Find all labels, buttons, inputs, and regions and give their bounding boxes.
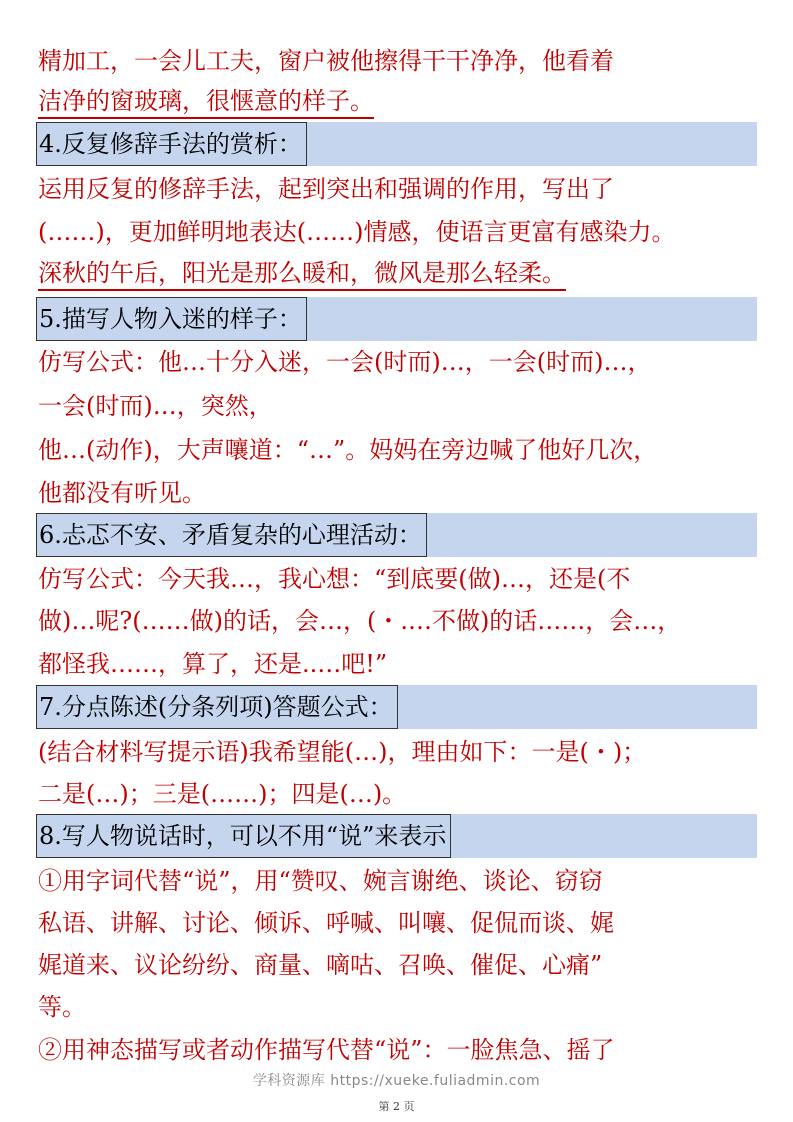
section-heading-band bbox=[36, 685, 757, 729]
section-heading-band bbox=[36, 122, 757, 166]
text-line: 私语、讲解、讨论、倾诉、呼喊、叫嚷、促侃而谈、娓 bbox=[38, 909, 614, 937]
text-line: 一会(时而)…，突然， bbox=[38, 392, 273, 420]
section-heading-6: 6.忐忑不安、矛盾复杂的心理活动： bbox=[36, 513, 427, 557]
underlined-text-line: 深秋的午后，阳光是那么暖和，微风是那么轻柔。 bbox=[38, 257, 566, 291]
text-line: 他都没有听见。 bbox=[38, 479, 206, 507]
section-heading-band bbox=[36, 297, 757, 341]
section-heading-4: 4.反复修辞手法的赏析： bbox=[36, 122, 307, 166]
section-heading-8: 8.写人物说话时，可以不用“说”来表示 bbox=[36, 814, 451, 858]
text-line: 仿写公式：今天我…，我心想：“到底要(做)…，还是(不 bbox=[38, 565, 631, 593]
text-line: (结合材料写提示语)我希望能(…)，理由如下：一是(・)； bbox=[38, 738, 647, 766]
section-heading-band bbox=[36, 814, 757, 858]
underlined-text-line: 洁净的窗玻璃，很惬意的样子。 bbox=[38, 85, 374, 119]
text-line: 二是(…)；三是(……)；四是(…)。 bbox=[38, 780, 407, 808]
text-line: (……)，更加鲜明地表达(……)情感，使语言更富有感染力。 bbox=[38, 218, 676, 246]
section-heading-band bbox=[36, 513, 757, 557]
section-heading-7: 7.分点陈述(分条列项)答题公式： bbox=[36, 685, 398, 729]
text-line: ①用字词代替“说”，用“赞叹、婉言谢绝、谈论、窃窃 bbox=[38, 867, 603, 895]
text-line: 运用反复的修辞手法，起到突出和强调的作用，写出了 bbox=[38, 175, 614, 203]
text-line: 他…(动作)，大声嚷道：“…”。妈妈在旁边喊了他好几次， bbox=[38, 436, 658, 464]
footer-site-url: 学科资源库 https://xueke.fuliadmin.com bbox=[252, 1073, 541, 1089]
text-line: 精加工，一会儿工夫，窗户被他擦得干干净净，他看着 bbox=[38, 47, 614, 75]
text-line: 仿写公式：他…十分入迷，一会(时而)…，一会(时而)…， bbox=[38, 348, 652, 376]
section-heading-5: 5.描写人物入迷的样子： bbox=[36, 297, 307, 341]
text-line: ②用神态描写或者动作描写代替“说”：一脸焦急、摇了 bbox=[38, 1036, 615, 1064]
page-number: 第 2 页 bbox=[378, 1100, 415, 1113]
text-line: 等。 bbox=[38, 993, 86, 1021]
text-line: 都怪我……，算了，还是..…吧!” bbox=[38, 650, 388, 678]
text-line: 娓道来、议论纷纷、商量、嘀咕、召唤、催促、心痛” bbox=[38, 951, 603, 979]
text-line: 做)…呢?(……做)的话，会…，(・.…不做)的话……，会…， bbox=[38, 607, 682, 635]
